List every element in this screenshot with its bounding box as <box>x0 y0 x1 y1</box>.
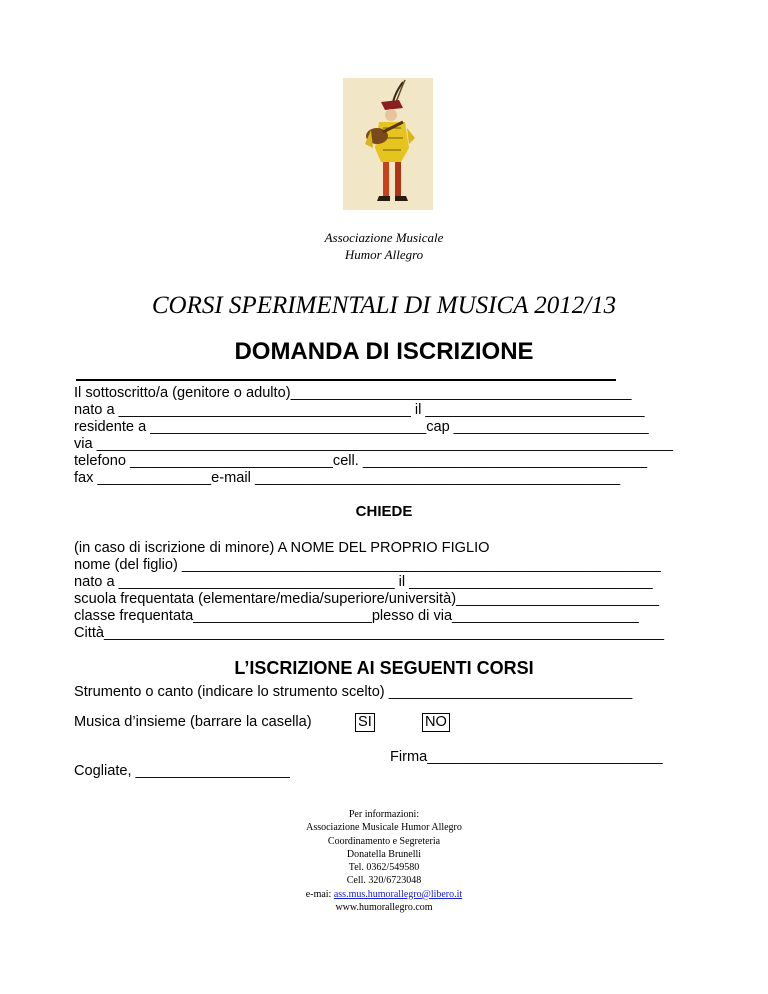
request-intro: (in caso di iscrizione di minore) A NOME DEL PROPRIO FIGLIO <box>74 540 490 556</box>
ensemble-label: Musica d’insieme (barrare la casella) <box>74 714 312 730</box>
website-link[interactable]: www.humorallegro.com <box>335 902 433 914</box>
ensemble-no-checkbox[interactable]: NO <box>422 713 450 732</box>
association-name-line1: Associazione Musicale <box>324 230 444 245</box>
applicant-fax-email-field[interactable]: fax ______________e-mail _____________________________________________ <box>74 470 621 486</box>
contact-info <box>0 808 768 914</box>
info-phone: Tel. 0362/549580 <box>348 862 420 874</box>
email-link[interactable]: ass.mus.humorallegro@libero.it <box>333 888 463 900</box>
city-field[interactable]: Città_____________________________________________________________________ <box>74 625 665 641</box>
info-cell: Cell. 320/6723048 <box>346 875 422 887</box>
form-title: DOMANDA DI ISCRIZIONE <box>234 338 534 365</box>
applicant-phone-field[interactable]: telefono _________________________cell. ___________________________________ <box>74 453 647 469</box>
info-heading: Per informazioni: <box>348 809 420 820</box>
association-name-line2: Humor Allegro <box>344 247 424 262</box>
title-underline-rule <box>76 379 616 381</box>
child-birth-field[interactable]: nato a __________________________________ il ______________________________ <box>74 574 653 590</box>
applicant-name-field[interactable]: Il sottoscritto/a (genitore o adulto)__________________________________________ <box>74 385 632 401</box>
jester-musician-logo-icon <box>343 78 433 210</box>
info-email-row <box>0 888 768 901</box>
place-field[interactable]: Cogliate, ___________________ <box>74 763 290 779</box>
class-field[interactable]: classe frequentata______________________plesso di via_______________________ <box>74 608 639 624</box>
school-field[interactable]: scuola frequentata (elementare/media/superiore/università)_________________________ <box>74 591 659 607</box>
email-label: e-mai: <box>305 888 334 900</box>
ensemble-si-checkbox[interactable]: SI <box>355 713 375 732</box>
child-name-field[interactable]: nome (del figlio) ___________________________________________________________ <box>74 557 661 573</box>
courses-heading: L’ISCRIZIONE AI SEGUENTI CORSI <box>234 658 534 678</box>
instrument-field[interactable]: Strumento o canto (indicare lo strumento scelto) ______________________________ <box>74 684 633 700</box>
applicant-street-field[interactable]: via _______________________________________________________________________ <box>74 436 673 452</box>
applicant-birth-field[interactable]: nato a ____________________________________ il ___________________________ <box>74 402 645 418</box>
request-heading: CHIEDE <box>355 503 413 520</box>
applicant-residence-field[interactable]: residente a __________________________________cap ________________________ <box>74 419 649 435</box>
signature-field[interactable]: Firma_____________________________ <box>390 749 663 765</box>
course-title: CORSI SPERIMENTALI DI MUSICA 2012/13 <box>151 292 617 319</box>
info-association: Associazione Musicale Humor Allegro <box>306 822 462 834</box>
info-coordination: Coordinamento e Segreteria <box>327 835 441 847</box>
info-contact-person: Donatella Brunelli <box>346 848 422 860</box>
